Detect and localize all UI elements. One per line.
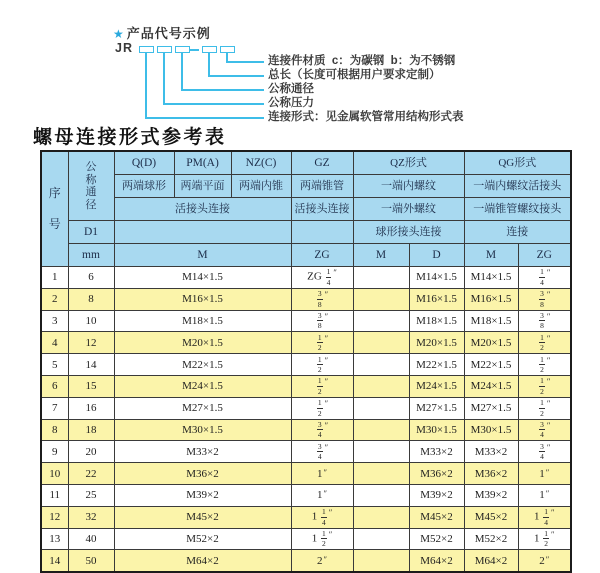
cell-dn: 10 bbox=[68, 310, 114, 332]
table-body bbox=[41, 267, 571, 573]
cell-gz-zg: $\frac{1}{2}$ ″ bbox=[291, 375, 353, 397]
subheader-ball-joint-connection: 球形接头连接 bbox=[353, 221, 464, 244]
unit-header-m-qz: M bbox=[353, 244, 409, 267]
subheader-blank-gz bbox=[291, 221, 353, 244]
cell-m-union: M64×2 bbox=[114, 550, 291, 572]
cell-qg-zg: $\frac{3}{8}$ ″ bbox=[518, 288, 571, 310]
cell-qg-m: M33×2 bbox=[464, 441, 518, 463]
cell-dn: 25 bbox=[68, 484, 114, 506]
cell-qg-zg: 1 $\frac{1}{2}$ ″ bbox=[518, 528, 571, 550]
cell-qg-zg: 2″ bbox=[518, 550, 571, 572]
table-row bbox=[41, 550, 571, 572]
cell-qg-zg: $\frac{3}{4}$ ″ bbox=[518, 419, 571, 441]
diagram-label-conn-form: 连接形式：见金属软管常用结构形式表 bbox=[268, 111, 464, 123]
cell-m-union: M39×2 bbox=[114, 484, 291, 506]
table-row bbox=[41, 354, 571, 376]
subheader-union-connection: 活接头连接 bbox=[114, 198, 291, 221]
page-title: 螺母连接形式参考表 bbox=[33, 127, 227, 148]
table-row bbox=[41, 528, 571, 550]
leader-line bbox=[163, 103, 264, 105]
cell-seq: 12 bbox=[41, 506, 68, 528]
cell-qg-m: M64×2 bbox=[464, 550, 518, 572]
cell-seq: 13 bbox=[41, 528, 68, 550]
product-code-diagram bbox=[0, 0, 600, 125]
table-row bbox=[41, 375, 571, 397]
cell-dn: 50 bbox=[68, 550, 114, 572]
cell-seq: 11 bbox=[41, 484, 68, 506]
cell-dn: 15 bbox=[68, 375, 114, 397]
cell-qg-zg: 1″ bbox=[518, 463, 571, 485]
cell-qg-m: M18×1.5 bbox=[464, 310, 518, 332]
cell-qz-m bbox=[353, 310, 409, 332]
diagram-heading-text: 产品代号示例 bbox=[126, 26, 211, 41]
col-header-seq: 序 号 bbox=[41, 151, 68, 267]
leader-line bbox=[163, 53, 165, 103]
leader-line bbox=[226, 61, 264, 63]
cell-gz-zg: 1″ bbox=[291, 484, 353, 506]
cell-gz-zg: ZG $\frac{1}{4}$ ″ bbox=[291, 267, 353, 289]
cell-qg-zg: $\frac{3}{8}$ ″ bbox=[518, 310, 571, 332]
diagram-label-total-length: 总长（长度可根据用户要求定制） bbox=[268, 69, 441, 81]
cell-m-union: M33×2 bbox=[114, 441, 291, 463]
table-row bbox=[41, 288, 571, 310]
cell-qz-m bbox=[353, 332, 409, 354]
cell-qz-d: M52×2 bbox=[409, 528, 464, 550]
cell-m-union: M30×1.5 bbox=[114, 419, 291, 441]
cell-qz-d: M33×2 bbox=[409, 441, 464, 463]
col-header-pma: PM(A) bbox=[174, 151, 231, 175]
cell-gz-zg: 1″ bbox=[291, 463, 353, 485]
cell-dn: 8 bbox=[68, 288, 114, 310]
cell-gz-zg: $\frac{3}{4}$ ″ bbox=[291, 419, 353, 441]
subheader-qg-taper-thread-joint: 一端锥管螺纹接头 bbox=[464, 198, 571, 221]
cell-qz-m bbox=[353, 484, 409, 506]
subheader-gz-union-connection: 活接头连接 bbox=[291, 198, 353, 221]
cell-qz-d: M36×2 bbox=[409, 463, 464, 485]
cell-dn: 18 bbox=[68, 419, 114, 441]
cell-qz-d: M14×1.5 bbox=[409, 267, 464, 289]
star-icon: ★ bbox=[113, 27, 125, 41]
cell-qg-zg: $\frac{1}{4}$ ″ bbox=[518, 267, 571, 289]
col-header-nzc: NZ(C) bbox=[231, 151, 291, 175]
subheader-nzc: 两端内锥 bbox=[231, 175, 291, 198]
table-header bbox=[41, 151, 571, 267]
cell-gz-zg: $\frac{1}{2}$ ″ bbox=[291, 354, 353, 376]
cell-gz-zg: 2″ bbox=[291, 550, 353, 572]
cell-qg-m: M52×2 bbox=[464, 528, 518, 550]
table-row bbox=[41, 310, 571, 332]
table-row bbox=[41, 267, 571, 289]
leader-line bbox=[181, 89, 264, 91]
leader-line bbox=[145, 53, 147, 117]
cell-qg-m: M30×1.5 bbox=[464, 419, 518, 441]
cell-qz-m bbox=[353, 267, 409, 289]
cell-qz-d: M22×1.5 bbox=[409, 354, 464, 376]
cell-qz-d: M18×1.5 bbox=[409, 310, 464, 332]
cell-m-union: M24×1.5 bbox=[114, 375, 291, 397]
diagram-label-material: 连接件材质 c：为碳钢 b：为不锈钢 bbox=[268, 55, 456, 67]
table-row bbox=[41, 397, 571, 419]
cell-gz-zg: 1 $\frac{1}{4}$ ″ bbox=[291, 506, 353, 528]
cell-gz-zg: 1 $\frac{1}{2}$ ″ bbox=[291, 528, 353, 550]
cell-qz-d: M24×1.5 bbox=[409, 375, 464, 397]
code-box-5 bbox=[220, 46, 235, 53]
cell-qg-m: M14×1.5 bbox=[464, 267, 518, 289]
cell-qz-m bbox=[353, 397, 409, 419]
cell-seq: 3 bbox=[41, 310, 68, 332]
cell-qz-m bbox=[353, 463, 409, 485]
table-row bbox=[41, 484, 571, 506]
unit-header-m-qg: M bbox=[464, 244, 518, 267]
cell-qg-zg: $\frac{1}{2}$ ″ bbox=[518, 375, 571, 397]
cell-m-union: M27×1.5 bbox=[114, 397, 291, 419]
cell-qz-d: M45×2 bbox=[409, 506, 464, 528]
cell-qg-zg: $\frac{3}{4}$ ″ bbox=[518, 441, 571, 463]
cell-seq: 7 bbox=[41, 397, 68, 419]
cell-seq: 4 bbox=[41, 332, 68, 354]
cell-qg-zg: $\frac{1}{2}$ ″ bbox=[518, 332, 571, 354]
code-box-4 bbox=[202, 46, 217, 53]
cell-qz-d: M27×1.5 bbox=[409, 397, 464, 419]
cell-dn: 40 bbox=[68, 528, 114, 550]
col-header-qd: Q(D) bbox=[114, 151, 174, 175]
cell-m-union: M14×1.5 bbox=[114, 267, 291, 289]
cell-qg-zg: 1 $\frac{1}{4}$ ″ bbox=[518, 506, 571, 528]
cell-qz-d: M39×2 bbox=[409, 484, 464, 506]
cell-seq: 8 bbox=[41, 419, 68, 441]
cell-m-union: M52×2 bbox=[114, 528, 291, 550]
nut-connection-reference-table bbox=[40, 150, 572, 573]
leader-line bbox=[145, 117, 264, 119]
cell-gz-zg: $\frac{3}{8}$ ″ bbox=[291, 288, 353, 310]
cell-qz-m bbox=[353, 419, 409, 441]
cell-seq: 14 bbox=[41, 550, 68, 572]
subheader-connection: 连接 bbox=[464, 221, 571, 244]
cell-seq: 1 bbox=[41, 267, 68, 289]
subheader-qd: 两端球形 bbox=[114, 175, 174, 198]
cell-dn: 20 bbox=[68, 441, 114, 463]
cell-qg-m: M20×1.5 bbox=[464, 332, 518, 354]
cell-qg-m: M27×1.5 bbox=[464, 397, 518, 419]
cell-gz-zg: $\frac{1}{2}$ ″ bbox=[291, 397, 353, 419]
cell-dn: 16 bbox=[68, 397, 114, 419]
cell-qz-d: M30×1.5 bbox=[409, 419, 464, 441]
subheader-d1: D1 bbox=[68, 221, 114, 244]
cell-qz-m bbox=[353, 441, 409, 463]
cell-qg-m: M39×2 bbox=[464, 484, 518, 506]
subheader-blank-left bbox=[114, 221, 291, 244]
table-row bbox=[41, 419, 571, 441]
cell-qg-m: M36×2 bbox=[464, 463, 518, 485]
cell-qz-m bbox=[353, 354, 409, 376]
cell-qz-m bbox=[353, 550, 409, 572]
code-dash bbox=[190, 49, 199, 51]
cell-gz-zg: $\frac{3}{4}$ ″ bbox=[291, 441, 353, 463]
subheader-pma: 两端平面 bbox=[174, 175, 231, 198]
unit-header-m-union: M bbox=[114, 244, 291, 267]
table-row bbox=[41, 463, 571, 485]
table-row bbox=[41, 332, 571, 354]
cell-seq: 6 bbox=[41, 375, 68, 397]
col-header-dn: 公 称 通 径 bbox=[68, 151, 114, 221]
cell-m-union: M22×1.5 bbox=[114, 354, 291, 376]
cell-qz-d: M64×2 bbox=[409, 550, 464, 572]
subheader-qg-inner-thread-union: 一端内螺纹活接头 bbox=[464, 175, 571, 198]
unit-header-zg-gz: ZG bbox=[291, 244, 353, 267]
cell-seq: 2 bbox=[41, 288, 68, 310]
unit-header-d-qz: D bbox=[409, 244, 464, 267]
cell-seq: 9 bbox=[41, 441, 68, 463]
diagram-label-nominal-dia: 公称通径 bbox=[268, 83, 314, 95]
cell-qg-m: M22×1.5 bbox=[464, 354, 518, 376]
code-box-2 bbox=[157, 46, 172, 53]
cell-qz-m bbox=[353, 506, 409, 528]
cell-dn: 22 bbox=[68, 463, 114, 485]
col-header-qz: QZ形式 bbox=[353, 151, 464, 175]
cell-m-union: M18×1.5 bbox=[114, 310, 291, 332]
cell-seq: 10 bbox=[41, 463, 68, 485]
leader-line bbox=[208, 53, 210, 75]
subheader-gz: 两端锥管 bbox=[291, 175, 353, 198]
unit-header-mm: mm bbox=[68, 244, 114, 267]
cell-dn: 6 bbox=[68, 267, 114, 289]
table-row bbox=[41, 441, 571, 463]
cell-qg-m: M45×2 bbox=[464, 506, 518, 528]
cell-m-union: M45×2 bbox=[114, 506, 291, 528]
cell-qz-m bbox=[353, 288, 409, 310]
cell-qz-m bbox=[353, 375, 409, 397]
cell-dn: 14 bbox=[68, 354, 114, 376]
subheader-qz-outer-thread: 一端外螺纹 bbox=[353, 198, 464, 221]
col-header-gz: GZ bbox=[291, 151, 353, 175]
diagram-heading bbox=[113, 23, 211, 42]
cell-dn: 32 bbox=[68, 506, 114, 528]
cell-seq: 5 bbox=[41, 354, 68, 376]
diagram-label-nominal-press: 公称压力 bbox=[268, 97, 314, 109]
table-row bbox=[41, 506, 571, 528]
unit-header-zg-qg: ZG bbox=[518, 244, 571, 267]
col-header-qg: QG形式 bbox=[464, 151, 571, 175]
cell-qz-d: M16×1.5 bbox=[409, 288, 464, 310]
leader-line bbox=[208, 75, 264, 77]
cell-gz-zg: $\frac{1}{2}$ ″ bbox=[291, 332, 353, 354]
cell-qg-m: M24×1.5 bbox=[464, 375, 518, 397]
leader-line bbox=[181, 53, 183, 89]
code-prefix: JR bbox=[115, 41, 133, 55]
cell-gz-zg: $\frac{3}{8}$ ″ bbox=[291, 310, 353, 332]
cell-qg-zg: 1″ bbox=[518, 484, 571, 506]
cell-qz-m bbox=[353, 528, 409, 550]
cell-qg-zg: $\frac{1}{2}$ ″ bbox=[518, 354, 571, 376]
code-box-3 bbox=[175, 46, 190, 53]
leader-line bbox=[226, 53, 228, 61]
cell-m-union: M36×2 bbox=[114, 463, 291, 485]
code-box-1 bbox=[139, 46, 154, 53]
cell-m-union: M20×1.5 bbox=[114, 332, 291, 354]
subheader-qz-inner-thread: 一端内螺纹 bbox=[353, 175, 464, 198]
cell-qg-m: M16×1.5 bbox=[464, 288, 518, 310]
cell-dn: 12 bbox=[68, 332, 114, 354]
cell-m-union: M16×1.5 bbox=[114, 288, 291, 310]
cell-qg-zg: $\frac{1}{2}$ ″ bbox=[518, 397, 571, 419]
cell-qz-d: M20×1.5 bbox=[409, 332, 464, 354]
